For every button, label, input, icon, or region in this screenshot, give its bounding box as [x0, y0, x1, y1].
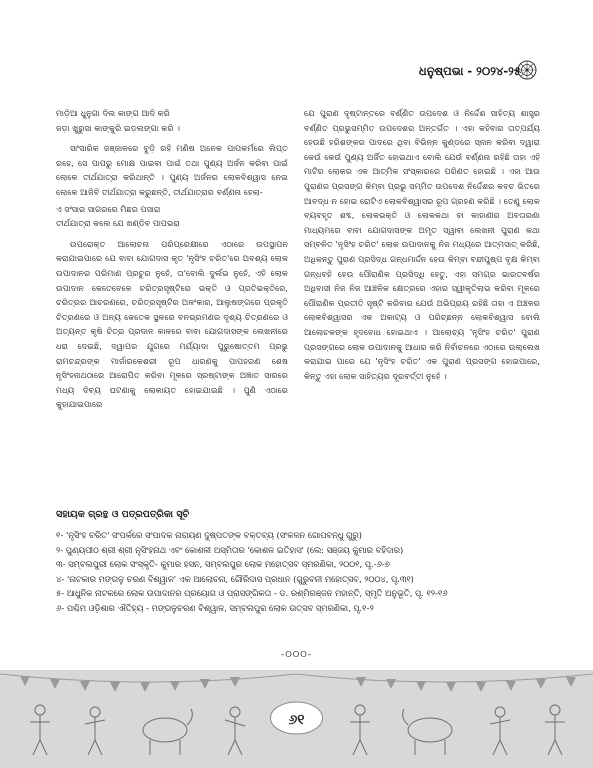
reference-item: ୫- ଆଧୁନିକ ନାଟକରେ ଲୋକ ଉପାଦାନର ପ୍ରୟୋଗ ଓ ପ୍ରାସଙ୍ଗିକତା - ଡ. ରଶ୍ମିରଞ୍ଜନ ମହାନ୍ତି, ସ୍ମୃତି ଅନୁଭୂତି, ପୃ. ୧୨-୧୬: [56, 588, 448, 599]
reference-item: ୧- 'ନୃସିଂହ ଚରିତ' ସଂପର୍କରେ ସଂପାଦକ ନାରାୟଣ ଦୁଷ୍ପତଙ୍କ ବକ୍ତବ୍ୟ (ସଂକଳନ ଗୋପବନ୍ଧୁ ଗୁରୁ): [56, 530, 362, 540]
journal-issue-title: ଧନୁଷ୍ପଭା - ୨୦୨୪-୨୫: [418, 64, 521, 78]
reference-item: ୨- ପୁଣ୍ୟପୀଠ ଶ୍ରୀ ଶ୍ରୀ ନୃସିଂହନାଥ ଏବଂ କୋଶଳୀ ଅସ୍ମିତାର 'କୋଶଳ ଇତିହାସ' (ଲେ: ସଞ୍ଜୟ କୁମାର ବହିଦାର): [56, 544, 404, 555]
paragraph: ସାଂସାରିକ ଜଞ୍ଜାଳରେ ବୁଡ଼ି ରହି ମଣିଷ ଅନେକ ପାପକର୍ମରେ ଲିପ୍ତ ରହେ, ସେ ପାପରୁ ମୋକ୍ଷ ପାଇବା ପାଇଁ ତଥା ପୁଣ୍ୟ ଅର୍ଜନ କରିବା ପାଇଁ ଲୋକେ ତୀର୍ଥଯାତ୍ରା କରିଥାନ୍ତି । ପୁଣ୍ୟ ଅର୍ଜନର ଲୋକବିଶ୍ୱାସ ନେଇ ଲୋକେ ଆଜିବି ତୀର୍ଥଯାତ୍ରା କରୁଛନ୍ତି, ତୀର୍ଥଯାତ୍ରାର ବର୍ଣ୍ଣନା ହେଲା-: [56, 143, 288, 197]
verse-line: ଏ ସଂସାର ସାଗରରେ ମିଛର ପସାରା: [56, 203, 161, 214]
right-column: [304, 106, 540, 383]
reference-item: ୬- ପଶ୍ଚିମ ଓଡ଼ିଶାର ଐତିହ୍ୟ - ମଙ୍ଗଳୁଚରଣ ବିଶ୍ୱାଳ, ସମ୍ବଲପୁର ଲୋକ ଉତ୍ସବ ସ୍ମରଣିକା, ପୃ.୧-୨: [56, 602, 374, 613]
references-title: ସହାୟକ ଗ୍ରନ୍ଥ ଓ ପତ୍ରପତ୍ରିକା ସୂଚି: [56, 509, 190, 520]
reference-item: ୩- ସମ୍ବଲପୁରୀ ଲୋକ ସଂସ୍କୃତି- କୁମାର ହସନ, ସମ୍ବଲପୁର ଲୋକ ମହୋତ୍ସବ ସ୍ମରଣିକା, ୨୦୦୧, ପୃ.-୬-୭: [56, 559, 390, 570]
page-number: ୬୧: [288, 712, 305, 728]
page-separator: -୦୦୦-: [280, 650, 313, 660]
verse-line: ଜଡ଼ା ଖୁରୁସା କାଙ୍କୁରି ଇଡ଼ଲଙ୍ଗା କରି ।: [56, 122, 180, 133]
paragraph: ଯେ ପୁରାଣ ଦୃଷ୍ଟାନ୍ତରେ ବର୍ଣ୍ଣିତ ଉପଦେଶ ଓ ନିର୍ଦ୍ଦେଶ ସାହିତ୍ୟ ଶାସ୍ତ୍ର ବର୍ଣ୍ଣିତ ପ୍ରଭୁସମ୍ମିତ ଉପଦେଶର ଅନ୍ତର୍ଗତ । ଏହା କହିବାର ତାତ୍ପର୍ଯ୍ୟ ହେଉଛି ହରିଶଙ୍କର ପାଦରେ ଥିବା ବିଭିନ୍ନ କୁଣ୍ଡରେ ସ୍ନାନ କରିବା ଦ୍ୱାରା କେଉଁ କେଉଁ ପୁଣ୍ୟ ଅର୍ଜିତ ହୋଇଥାଏ ବୋଲି ଯେଉଁ ବର୍ଣ୍ଣନା ରହିଛି ତାହା ଏହି ମାଟିର ଲୋକର ଏକ ଆତ୍ମିକ ସଂସ୍କାରରେ ପରିଣତ ହୋଇଛି । ଏହା ଆଉ ପୁରାଣର ପ୍ରସଙ୍ଗ କିମ୍ବା ପ୍ରଭୁ ସମ୍ମିତ ଉପଦେଶ ନିର୍ଦ୍ଦେଶର କବଚ ଭିତରେ ଆବଦ୍ଧ ନ ହୋଇ ରୋଟିଏ ଲୋକବିଶ୍ୱାସର ରୂପ ଗ୍ରହଣ କରିଛି । ତେଣୁ ଲୋକ ବ୍ୟବହୃତ ଶବ୍ଦ, ଲୋକଭକ୍ତି ଓ ଲୋକକଥା ବା କାହାଣୀର ଅବତାରଣା ମାଧ୍ୟମରେ ବାବା ଯୋଗଦାସଙ୍କ ଅମୃତ ସ୍ୱାବା ଲେଖନୀ ପୁରାଣ କଥା ସମ୍ବଳିତ 'ନୃସିଂହ ଚରିତ' ଲୋକ ଉପାଦାନକୁ ନିଜ ମଧ୍ୟରେ ଆତ୍ମସାତ୍ କରିଛି, ଅଧିକନ୍ତୁ ପୁରାଣ ପ୍ରସିଦ୍ଧ ଗନ୍ଧମାର୍ଦ୍ଦନ ହେଉ କିମ୍ବା ବନ୍ଦୀପୁଷ୍ପ ବୃକ୍ଷ କିମ୍ବା ଗନ୍ଧବହି ହେଉ ପୌରାଣିକ ପ୍ରସିଦ୍ଧି ହେତୁ, ଏହା ସମଗ୍ର ଭାରତବର୍ଷର ଅଧିବାସୀ ନିଜ ନିଜ ଆଞ୍ଚଳିକ କ୍ଷେତ୍ରରେ ଏହାର ସ୍ୱୀକୃତିଲାଭ କରିବା ମୂଳରେ ପୌରାଣିକ ପ୍ରତୀତି ସୃଷ୍ଟି କରିବାର ଯେଉଁ ଅଭିପ୍ରାୟ ରହିଛି ତାହା ଏ ଅଞ୍ଚଳର ଲୋକବିଶ୍ୱାସର ଏକ ଅକାଟ୍ୟ ଓ ପରିଚ୍ଛନ୍ନ ଲୋକବିଶ୍ୱାସ ବୋଲି ଆଲୋଚକଙ୍କ ହୃଦବୋଧ ହୋଇଥାଏ । ଆଲୋଚ୍ୟ 'ନୃସିଂହ ଚରିତ' ପୁରାଣ ପ୍ରସଙ୍ଗରେ ଲୋକ ଉପାଦାନକୁ ଆଧାର କରି ନିର୍ବାଚନରେ ଏଠାରେ ଉଲ୍ଲେଖ କରାଯାଇ ପାରେ ଯେ 'ନୃସିଂହ ଚରିତ' ଏକ ପୁରାଣ ପ୍ରସଙ୍ଗ ହୋଇପାରେ, କିନ୍ତୁ ଏହା ଲୋକ ସାହିତ୍ୟର ଦୂରବର୍ତ୍ତୀ ନୁହେଁ ।: [304, 108, 540, 381]
references-list: [56, 528, 540, 616]
paragraph: ଉପରୋକ୍ତ ଆଲୋଚନା ପରିପ୍ରେକ୍ଷୀରେ ଏଠାରେ ଉପସ୍ଥାପନ କରାଯାଇପାରେ ଯେ ବାବା ଯୋଗଦାସ କୃତ 'ନୃସିଂହ ଚରିତ'ରେ ଅବଶ୍ୟ ଲୋକ ଉପାଦାନର ପରିମାଣ ପ୍ରଚୁର ନୁହେଁ, ତା'ବୋଲି ଦୁର୍ଲଭ ନୁହେଁ, ଏହି ଲୋକ ଉପାଦାନ କେତେବେଳେ ଚରିତ୍ରସୃଷ୍ଟିରେ ଭକ୍ତି ଓ ପ୍ରତିଭକ୍ତିରେ, ଚରିତ୍ରର ଆଚରଣରେ, ଚରିତ୍ରସୃଷ୍ଟିର ଅଳଂକାର, ଆଲୁଷଙ୍ଗରେ ପ୍ରକୃତି ଚିତ୍ରଣରେ ଓ ଅନ୍ୟ କେତେକ ସ୍ଥଳରେ ବନଭ୍ରମଣର ଦୃଶ୍ୟ ଚିତ୍ରଣରେ ଓ ଅତ୍ୟନ୍ତ କୃଷି ଚିତ୍ର ପ୍ରଦାନ କାଳରେ ବାବା ଯୋଗଦାସଙ୍କ ଲେଖନୀରେ ଧରା ଦେଇଛି, ଦ୍ୱାପର ଯୁଗରେ ମର୍ଯ୍ୟାଦା ପୁରୁଷୋତ୍ତମ ପ୍ରଭୁ ରାମଚନ୍ଦ୍ରଙ୍କ ମାର୍ଜାରକେଶରୀ ରୂପ ଧାରଣକୁ ପାପହରଣ ଶେଷ ନୃସିଂହନାଥଠାରେ ଆରୋପିତ କରିବା ମୂଳରେ ସ୍ରଷ୍ଟାଙ୍କ ଅଜ୍ଞାତ ସାରରେ ମଧ୍ୟ ଦିବ୍ୟ ଘଟଣାକୁ ଲୋକାୟତ ହୋଇଯାଇଛି । ପୁଣି ଏଠାରେ କୁହାଯାଇପାରେ: [56, 238, 288, 410]
page-header: [0, 0, 593, 100]
verse-line: ମାଡ଼ିଆ ଧୁନୁଗା ଦିଲ କାଙ୍ଗ ଆଦି କରି: [56, 108, 170, 118]
left-column: [56, 106, 288, 412]
wheel-emblem-icon: [517, 60, 537, 80]
reference-item: ୪- 'ନାଟକାର ମଙ୍ଗଳୁ ଚରଣ ବିଶ୍ୱାଳ' ଏକ ଆଲୋଚନା, ଗୌରିଦାସ ପ୍ରଧାନ (ଗୁରୁବନୀ ମହୋତ୍ସବ, ୨୦୦୪, ପୃ.୩୧): [56, 573, 414, 584]
verse-line: ତୀର୍ଥଯାତ୍ରା କଲେ ଯେ ଖଣ୍ଡିବ ପାପଭରା: [56, 218, 181, 229]
